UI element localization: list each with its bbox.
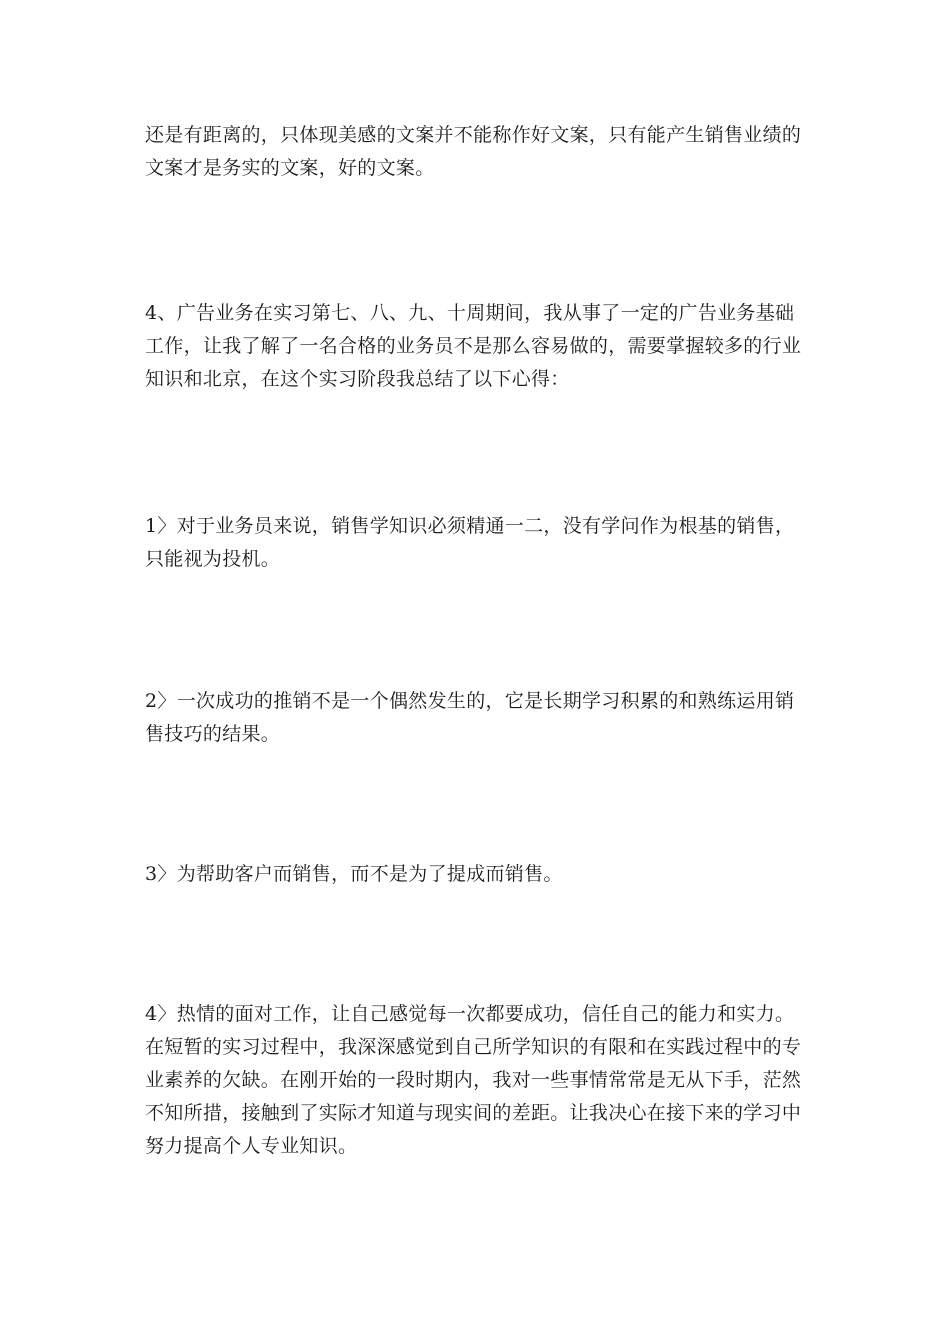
text-line: 售技巧的结果。 [145,723,281,745]
text-line: 业素养的欠缺。在刚开始的一段时期内，我对一些事情常常是无从下手，茫然 [145,1069,802,1091]
text-line: 努力提高个人专业知识。 [145,1135,358,1157]
text-line: 不知所措，接触到了实际才知道与现实间的差距。让我决心在接下来的学习中 [145,1102,802,1124]
text-line: 工作，让我了解了一名合格的业务员不是那么容易做的，需要掌握较多的行业 [145,335,802,357]
paragraph-point-3 [145,858,805,891]
paragraph-copywriting [145,119,805,185]
text-line: 知识和北京，在这个实习阶段我总结了以下心得： [145,368,570,390]
paragraph-point-2 [145,685,805,751]
text-line: 文案才是务实的文案，好的文案。 [145,157,435,179]
paragraph-point-1 [145,510,805,576]
text-line: 3〉为帮助客户而销售，而不是为了提成而销售。 [145,863,563,885]
text-line: 4、广告业务在实习第七、八、九、十周期间，我从事了一定的广告业务基础 [145,302,795,324]
text-line: 2〉一次成功的推销不是一个偶然发生的，它是长期学习积累的和熟练运用销 [145,690,795,712]
text-line: 在短暂的实习过程中，我深深感觉到自己所学知识的有限和在实践过程中的专 [145,1036,802,1058]
text-line: 只能视为投机。 [145,548,281,570]
paragraph-ad-business [145,297,805,396]
text-line: 1〉对于业务员来说，销售学知识必须精通一二，没有学问作为根基的销售， [145,515,795,537]
text-line: 还是有距离的，只体现美感的文案并不能称作好文案，只有能产生销售业绩的 [145,124,802,146]
paragraph-point-4 [145,998,805,1163]
text-line: 4〉热情的面对工作，让自己感觉每一次都要成功，信任自己的能力和实力。 [145,1003,795,1025]
